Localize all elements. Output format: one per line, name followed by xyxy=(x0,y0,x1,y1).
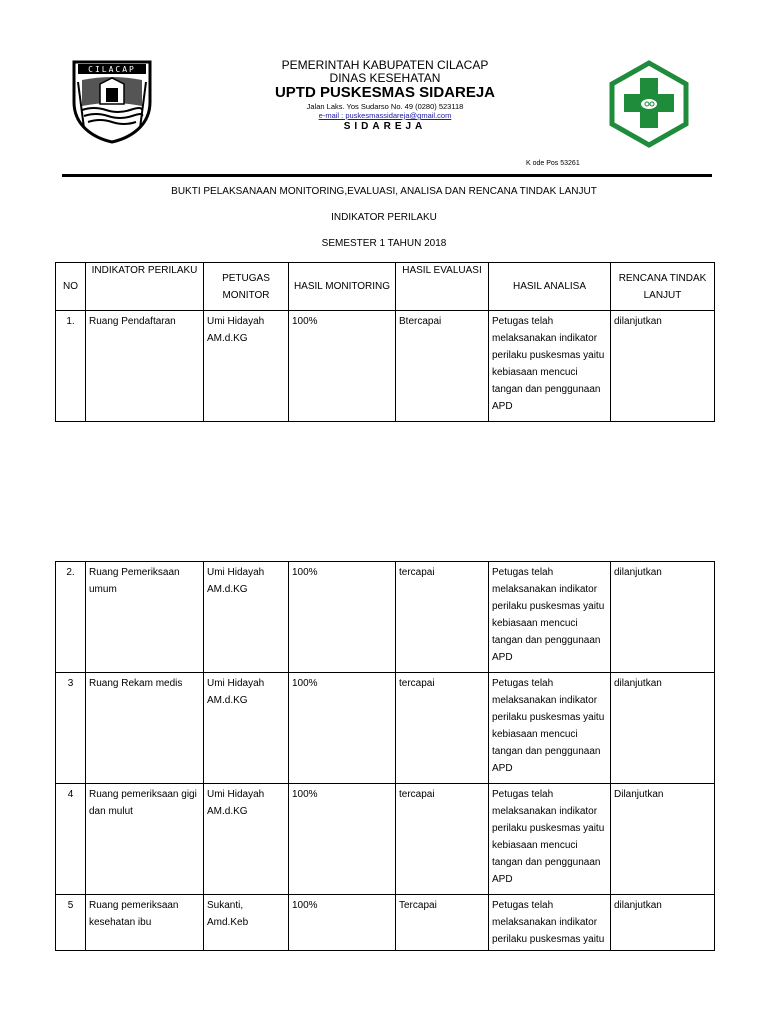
cell-rtl: dilanjutkan xyxy=(611,311,715,422)
cell-petugas: Umi Hidayah AM.d.KG xyxy=(204,562,289,673)
header-address: Jalan Laks. Yos Sudarso No. 49 (0280) 523118 xyxy=(306,102,464,111)
table-row xyxy=(56,562,715,673)
document-title: BUKTI PELAKSANAAN MONITORING,EVALUASI, ANALISA DAN RENCANA TINDAK LANJUT xyxy=(171,186,597,197)
cell-indikator: Ruang Rekam medis xyxy=(86,673,204,784)
cell-rtl: Dilanjutkan xyxy=(611,784,715,895)
header-town: SIDAREJA xyxy=(343,121,427,132)
cell-rtl: dilanjutkan xyxy=(611,673,715,784)
table-row xyxy=(56,784,715,895)
header-government: PEMERINTAH KABUPATEN CILACAP xyxy=(281,58,489,72)
cell-petugas: Umi Hidayah AM.d.KG xyxy=(204,673,289,784)
table-row xyxy=(56,895,715,951)
cell-monitoring: 100% xyxy=(289,562,396,673)
cell-monitoring: 100% xyxy=(289,673,396,784)
table-row xyxy=(56,673,715,784)
monitoring-table-page-2 xyxy=(55,561,715,951)
document-subtitle: INDIKATOR PERILAKU xyxy=(331,212,437,223)
cell-no: 5 xyxy=(56,895,86,951)
header-no: NO xyxy=(56,263,86,311)
cell-indikator: Ruang pemeriksaan kesehatan ibu xyxy=(86,895,204,951)
cell-analisa: Petugas telah melaksanakan indikator perilaku puskesmas yaitu xyxy=(489,895,611,951)
cell-analisa: Petugas telah melaksanakan indikator perilaku puskesmas yaitu kebiasaan mencuci tangan dan penggunaan APD xyxy=(489,784,611,895)
puskesmas-logo xyxy=(608,60,690,148)
cell-no: 2. xyxy=(56,562,86,673)
cell-petugas: Umi Hidayah AM.d.KG xyxy=(204,311,289,422)
header-petugas: PETUGAS MONITOR xyxy=(204,263,289,311)
monitoring-table-page-1 xyxy=(55,262,715,422)
cilacap-crest-logo xyxy=(70,58,154,144)
cell-evaluasi: tercapai xyxy=(396,673,489,784)
cell-no: 4 xyxy=(56,784,86,895)
cell-analisa: Petugas telah melaksanakan indikator perilaku puskesmas yaitu kebiasaan mencuci tangan dan penggunaan APD xyxy=(489,311,611,422)
header-hasil-analisa: HASIL ANALISA xyxy=(489,263,611,311)
header-department: DINAS KESEHATAN xyxy=(329,71,441,85)
cell-evaluasi: Btercapai xyxy=(396,311,489,422)
cell-monitoring: 100% xyxy=(289,784,396,895)
cell-analisa: Petugas telah melaksanakan indikator perilaku puskesmas yaitu kebiasaan mencuci tangan dan penggunaan APD xyxy=(489,562,611,673)
header-rencana: RENCANA TINDAK LANJUT xyxy=(611,263,715,311)
document-period: SEMESTER 1 TAHUN 2018 xyxy=(321,238,447,249)
cell-monitoring: 100% xyxy=(289,311,396,422)
cell-no: 1. xyxy=(56,311,86,422)
header-hasil-evaluasi: HASIL EVALUASI xyxy=(396,263,489,311)
header-divider xyxy=(62,174,712,177)
cell-monitoring: 100% xyxy=(289,895,396,951)
cell-indikator: Ruang pemeriksaan gigi dan mulut xyxy=(86,784,204,895)
header-indikator: INDIKATOR PERILAKU xyxy=(86,263,204,311)
cell-petugas: Sukanti, Amd.Keb xyxy=(204,895,289,951)
cell-rtl: dilanjutkan xyxy=(611,562,715,673)
cell-indikator: Ruang Pendaftaran xyxy=(86,311,204,422)
header-org-name: UPTD PUSKESMAS SIDAREJA xyxy=(274,84,496,101)
header-email-link[interactable]: e-mail : puskesmassidareja@gmail.com xyxy=(318,111,452,120)
postal-code: K ode Pos 53261 xyxy=(526,160,580,167)
cell-petugas: Umi Hidayah AM.d.KG xyxy=(204,784,289,895)
cell-rtl: dilanjutkan xyxy=(611,895,715,951)
table-header-row xyxy=(56,263,715,311)
cell-indikator: Ruang Pemeriksaan umum xyxy=(86,562,204,673)
cell-evaluasi: tercapai xyxy=(396,784,489,895)
table-row xyxy=(56,311,715,422)
cell-analisa: Petugas telah melaksanakan indikator perilaku puskesmas yaitu kebiasaan mencuci tangan dan penggunaan APD xyxy=(489,673,611,784)
header-hasil-monitoring: HASIL MONITORING xyxy=(289,263,396,311)
cell-evaluasi: tercapai xyxy=(396,562,489,673)
cell-evaluasi: Tercapai xyxy=(396,895,489,951)
svg-text:CILACAP: CILACAP xyxy=(88,65,136,74)
cell-no: 3 xyxy=(56,673,86,784)
